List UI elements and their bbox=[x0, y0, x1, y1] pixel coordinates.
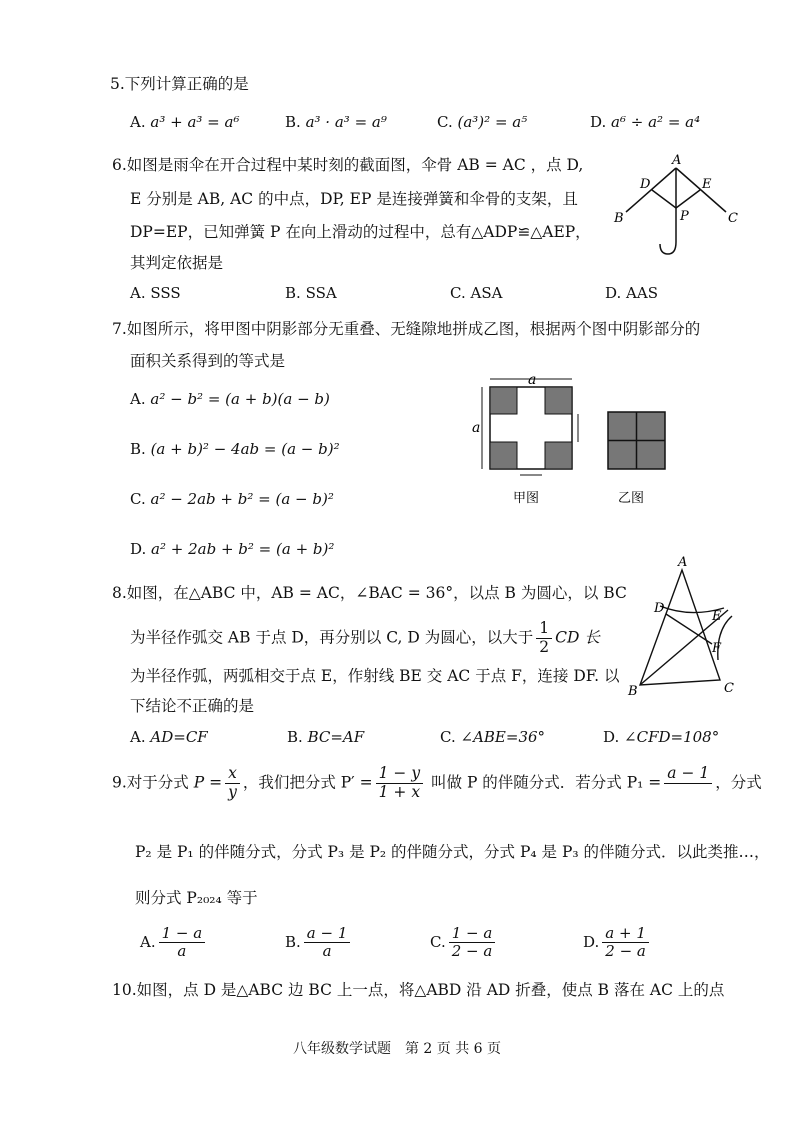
square-figures bbox=[468, 372, 688, 522]
q8-line-4: 下结论不正确的是 bbox=[130, 697, 255, 715]
option-text: ∠CFD=108° bbox=[624, 728, 720, 746]
option-label: C. bbox=[437, 113, 453, 131]
fraction-denominator: y bbox=[228, 782, 237, 801]
rib-ac bbox=[676, 168, 726, 212]
q10-line-1: 10.如图，点 D 是△ABC 边 BC 上一点，将△ABD 沿 AD 折叠，使点 B 落在 AC 上的点 bbox=[112, 981, 725, 999]
option-label: B. bbox=[285, 932, 301, 951]
q6-option-a bbox=[130, 284, 181, 302]
corner-square-bl bbox=[490, 442, 517, 469]
triangle-figure bbox=[620, 550, 750, 700]
option-expr: a² − 2ab + b² = (a − b)² bbox=[150, 490, 334, 508]
option-label: D. bbox=[590, 113, 607, 131]
q7-option-a bbox=[130, 390, 330, 408]
q5-option-b bbox=[285, 113, 387, 131]
option-text: SSS bbox=[150, 284, 181, 302]
option-expr: a² − b² = (a + b)(a − b) bbox=[150, 390, 330, 408]
label-c: C bbox=[728, 211, 738, 226]
q9-line-3: 则分式 P₂₀₂₄ 等于 bbox=[135, 889, 258, 907]
option-expr: (a³)² = a⁵ bbox=[457, 113, 528, 131]
caption-jia: 甲图 bbox=[513, 491, 540, 506]
dim-label-a-left: a bbox=[472, 420, 481, 436]
option-text: AD=CF bbox=[150, 728, 208, 746]
q6-option-c bbox=[450, 284, 502, 302]
option-label: D. bbox=[130, 540, 147, 558]
q9-text-a: 9.对于分式 bbox=[112, 773, 194, 792]
label-b: B bbox=[628, 684, 638, 699]
corner-square-tl bbox=[490, 387, 517, 414]
dim-label-a-top: a bbox=[528, 372, 537, 388]
option-label: C. bbox=[430, 932, 446, 951]
q7-option-b bbox=[130, 440, 340, 458]
label-a: A bbox=[678, 555, 688, 570]
fraction-denominator: a bbox=[177, 942, 187, 961]
fraction-denominator bbox=[664, 784, 712, 802]
q6-line-3: DP=EP，已知弹簧 P 在向上滑动的过程中，总有△ADP≌△AEP， bbox=[130, 223, 591, 241]
q8-line-2-text: 为半径作弧交 AB 于点 D，再分别以 C, D 为圆心，以大于 bbox=[130, 628, 534, 647]
fraction-numerator: a − 1 bbox=[304, 925, 351, 943]
q6-line-2: E 分别是 AB, AC 的中点，DP, EP 是连接弹簧和伞骨的支架，且 bbox=[130, 190, 578, 208]
option-fraction bbox=[304, 925, 351, 961]
fraction-numerator: 1 bbox=[536, 620, 552, 639]
q9-text-c: 叫做 P 的伴随分式．若分式 P₁ = bbox=[426, 773, 662, 792]
page-footer: 八年级数学试题 第 2 页 共 6 页 bbox=[292, 1041, 502, 1057]
q8-line-3: 为半径作弧，两弧相交于点 E，作射线 BE 交 AC 于点 F，连接 DF. 以 bbox=[130, 667, 620, 685]
option-label: A. bbox=[140, 932, 156, 951]
q8-option-c bbox=[440, 728, 545, 746]
q9-fraction-companion bbox=[376, 765, 423, 802]
option-text: BC=AF bbox=[307, 728, 365, 746]
option-expr: (a + b)² − 4ab = (a − b)² bbox=[150, 440, 340, 458]
q6-option-b bbox=[285, 284, 337, 302]
fraction-denominator: 2 − a bbox=[605, 942, 646, 961]
option-expr: a⁶ ÷ a² = a⁴ bbox=[611, 113, 701, 131]
fraction-numerator: x bbox=[225, 765, 240, 784]
option-label: A. bbox=[130, 728, 146, 746]
option-expr: a³ + a³ = a⁶ bbox=[150, 113, 240, 131]
fraction-numerator: 1 − a bbox=[159, 925, 206, 943]
q8-line-2-tail: CD 长 bbox=[555, 628, 600, 647]
q8-option-b bbox=[287, 728, 364, 746]
label-c: C bbox=[724, 681, 734, 696]
option-label: D. bbox=[583, 932, 600, 951]
fraction-denominator: 2 bbox=[539, 637, 550, 656]
option-label: D. bbox=[603, 728, 620, 746]
option-label: A. bbox=[130, 284, 146, 302]
fraction-denominator: 2 − a bbox=[451, 942, 493, 961]
q8-option-d bbox=[603, 728, 719, 746]
option-fraction bbox=[449, 925, 496, 961]
q7-option-c bbox=[130, 490, 334, 508]
q9-fraction-x-over-y bbox=[225, 765, 240, 802]
label-d: D bbox=[640, 177, 651, 192]
q9-option-d bbox=[583, 925, 652, 961]
q9-text-p: P = bbox=[193, 773, 223, 792]
option-fraction bbox=[159, 925, 206, 961]
q9-line-1 bbox=[112, 765, 762, 802]
label-f: F bbox=[712, 641, 722, 656]
strut-ep bbox=[676, 190, 700, 208]
option-label: B. bbox=[285, 284, 301, 302]
q9-line-2: P₂ 是 P₁ 的伴随分式，分式 P₃ 是 P₂ 的伴随分式，分式 P₄ 是 P₃ 的伴随分式．以此类推…， bbox=[135, 843, 770, 861]
q5-option-c bbox=[437, 113, 527, 131]
option-label: D. bbox=[605, 284, 622, 302]
label-d: D bbox=[654, 601, 665, 616]
q7-line-2: 面积关系得到的等式是 bbox=[130, 352, 286, 370]
option-text: AAS bbox=[626, 284, 658, 302]
option-text: ASA bbox=[470, 284, 503, 302]
caption-yi: 乙图 bbox=[618, 491, 645, 506]
option-expr: a² + 2ab + b² = (a + b)² bbox=[151, 540, 335, 558]
label-a: A bbox=[672, 153, 682, 168]
umbrella-handle bbox=[660, 242, 676, 254]
fraction-denominator: 1 + x bbox=[378, 782, 421, 801]
q8-line-1: 8.如图，在△ABC 中，AB = AC，∠BAC = 36°，以点 B 为圆心，以 BC bbox=[112, 584, 627, 602]
umbrella-figure bbox=[610, 150, 745, 265]
label-p: P bbox=[680, 209, 689, 224]
figure-yi bbox=[608, 412, 665, 506]
option-label: A. bbox=[130, 390, 146, 408]
q6-line-4: 其判定依据是 bbox=[130, 254, 224, 272]
corner-square-br bbox=[545, 442, 572, 469]
q9-text-d: ，分式 bbox=[715, 773, 762, 792]
strut-dp bbox=[652, 190, 676, 208]
q9-fraction-p1 bbox=[664, 765, 712, 802]
q9-text-b: ，我们把分式 P′ = bbox=[242, 773, 373, 792]
option-fraction bbox=[602, 925, 649, 961]
option-label: C. bbox=[130, 490, 146, 508]
fraction-numerator: a − 1 bbox=[664, 765, 712, 784]
option-label: C. bbox=[440, 728, 456, 746]
fraction-numerator: 1 − a bbox=[449, 925, 496, 943]
fraction-denominator: a bbox=[322, 942, 332, 961]
figure-jia bbox=[472, 372, 578, 506]
option-expr: a³ · a³ = a⁹ bbox=[305, 113, 387, 131]
q9-option-c bbox=[430, 925, 498, 961]
q7-line-1: 7.如图所示，将甲图中阴影部分无重叠、无缝隙地拼成乙图，根据两个图中阴影部分的 bbox=[112, 320, 701, 338]
q6-line-1: 6.如图是雨伞在开合过程中某时刻的截面图，伞骨 AB = AC ，点 D, bbox=[112, 156, 584, 174]
q5-stem: 5.下列计算正确的是 bbox=[110, 75, 249, 93]
q9-option-b bbox=[285, 925, 353, 961]
option-label: B. bbox=[285, 113, 301, 131]
fraction-numerator: 1 − y bbox=[376, 765, 423, 784]
option-label: B. bbox=[130, 440, 146, 458]
q6-option-d bbox=[605, 284, 658, 302]
label-e: E bbox=[712, 609, 722, 624]
q5-option-a bbox=[130, 113, 239, 131]
option-label: A. bbox=[130, 113, 146, 131]
label-b: B bbox=[614, 211, 624, 226]
q5-option-d bbox=[590, 113, 700, 131]
q9-option-a bbox=[140, 925, 208, 961]
q7-option-d bbox=[130, 540, 334, 558]
option-label: B. bbox=[287, 728, 303, 746]
rib-ab bbox=[626, 168, 676, 212]
q8-line-2 bbox=[130, 620, 600, 657]
fraction-numerator: a + 1 bbox=[602, 925, 649, 943]
option-text: SSA bbox=[305, 284, 337, 302]
option-text: ∠ABE=36° bbox=[460, 728, 546, 746]
q8-option-a bbox=[130, 728, 208, 746]
label-e: E bbox=[702, 177, 712, 192]
q8-half-fraction bbox=[536, 620, 552, 657]
corner-square-tr bbox=[545, 387, 572, 414]
option-label: C. bbox=[450, 284, 466, 302]
